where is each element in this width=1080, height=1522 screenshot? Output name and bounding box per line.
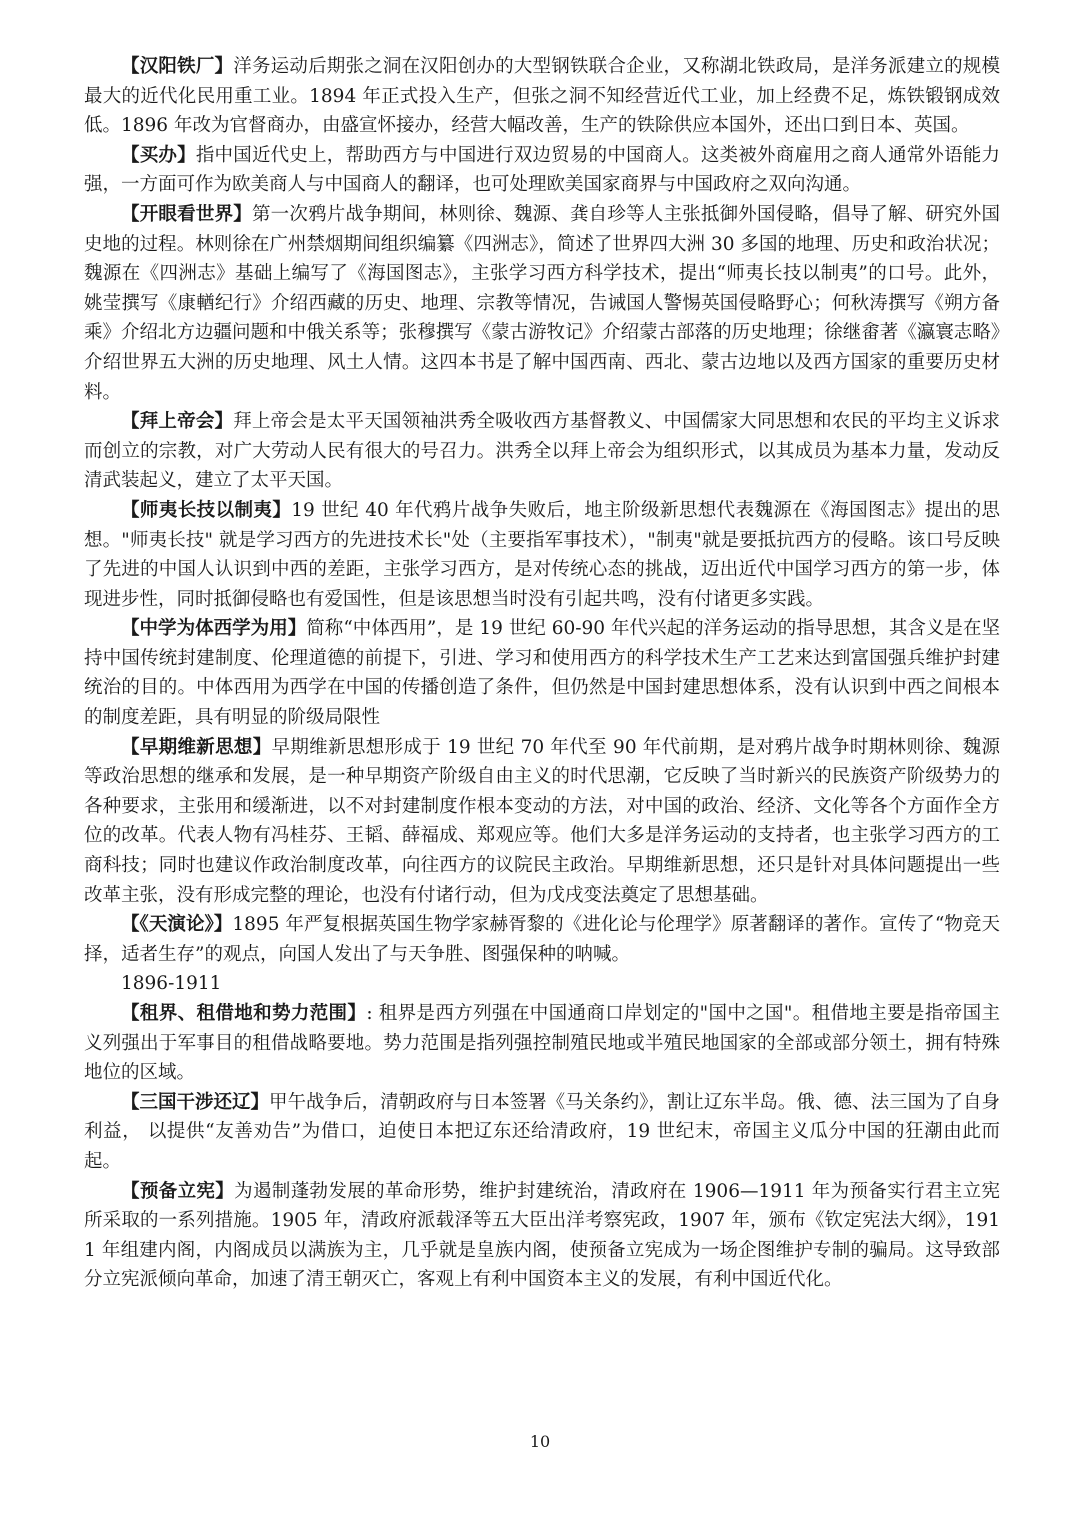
entry-text: 洋务运动后期张之洞在汉阳创办的大型钢铁联合企业，又称湖北铁政局，是洋务派建立的规模最大的近代化民用重工业。1894 年正式投入生产，但张之洞不知经营近代工业，加上经费不足，炼铁锻钢成效低。1896 年改为官督商办，由盛宣怀接办，经营大幅改善，生产的铁除供应本国外，还出口到日本、英国。 (84, 56, 1000, 137)
entry-term: 【三国干涉还辽】 (121, 1091, 270, 1113)
entry-hanyang-ironworks (84, 52, 1000, 141)
entry-comprador (84, 141, 1000, 200)
entry-text: 甲午战争后，清朝政府与日本签署《马关条约》，割让辽东半岛。俄、德、法三国为了自身利益， 以提供“友善劝告”为借口，迫使日本把辽东还给清政府，19 世纪末，帝国主义瓜分中国的狂潮由此而起。 (84, 1091, 1000, 1172)
entry-term: 【租界、租借地和势力范围】 (121, 1003, 367, 1024)
document-page (84, 52, 1000, 1295)
page-number: 10 (529, 1432, 551, 1451)
entry-term: 【拜上帝会】 (121, 411, 234, 433)
entry-text: 指中国近代史上，帮助西方与中国进行双边贸易的中国商人。这类被外商雇用之商人通常外语能力强，一方面可作为欧美商人与中国商人的翻译，也可处理欧美国家商界与中国政府之双向沟通。 (84, 144, 1000, 196)
entry-text: 1895 年严复根据英国生物学家赫胥黎的《进化论与伦理学》原著翻译的著作。宣传了“物竞天择，适者生存”的观点，向国人发出了与天争胜、图强保种的呐喊。 (84, 914, 1000, 965)
entry-concessions (84, 999, 1000, 1088)
entry-text: : 租界是西方列强在中国通商口岸划定的"国中之国"。租借地主要是指帝国主义列强出于军事目的租借战略要地。势力范围是指列强控制殖民地或半殖民地国家的全部或部分领土，拥有特殊地位的区域。 (84, 1003, 1000, 1084)
entry-text: 早期维新思想形成于 19 世纪 70 年代至 90 年代前期，是对鸦片战争时期林则徐、魏源等政治思想的继承和发展，是一种早期资产阶级自由主义的时代思潮，它反映了当时新兴的民族资产阶级势力的各种要求，主张用和缓渐进，以不对封建制度作根本变动的方法，对中国的政治、经济、文化等各个方面作全方位的改革。代表人物有冯桂芬、王韬、薛福成、郑观应等。他们大多是洋务运动的支持者，也主张学习西方的工商科技；同时也建议作政治制度改革，向往西方的议院民主政治。早期维新思想，还只是针对具体问题提出一些改革主张，没有形成完整的理论，也没有付诸行动，但为戊戌变法奠定了思想基础。 (84, 736, 1000, 906)
section-heading: 1896-1911 (121, 973, 222, 995)
entry-text: 为遏制蓬勃发展的革命形势，维护封建统治，清政府在 1906—1911 年为预备实行君主立宪所采取的一系列措施。1905 年，清政府派载泽等五大臣出洋考察宪政，1907 年，颁布《钦定宪法大纲》，1911 年组建内阁，内阁成员以满族为主，几乎就是皇族内阁，使预备立宪成为一场企图维护专制的骗局。这导致部分立宪派倾向革命，加速了清王朝灭亡，客观上有利中国资本主义的发展，有利中国近代化。 (84, 1180, 1000, 1291)
entry-tianyanlun (84, 910, 1000, 969)
entry-term: 【买办】 (121, 144, 196, 166)
entry-term: 【开眼看世界】 (121, 203, 252, 225)
entry-term: 【早期维新思想】 (121, 736, 272, 758)
entry-early-reform-thought (84, 733, 1000, 911)
entry-open-eyes-to-world (84, 200, 1000, 407)
entry-text: 简称“中体西用”，是 19 世纪 60-90 年代兴起的洋务运动的指导思想，其含义是在坚持中国传统封建制度、伦理道德的前提下，引进、学习和使用西方的科学技术生产工艺来达到富国强兵维护封建统治的目的。中体西用为西学在中国的传播创造了条件，但仍然是中国封建思想体系，没有认识到中西之间根本的制度差距，具有明显的阶级局限性 (84, 618, 1000, 729)
entry-constitutional-preparation (84, 1177, 1000, 1295)
entry-term: 【《天演论》】 (121, 914, 233, 936)
entry-text: 拜上帝会是太平天国领袖洪秀全吸收西方基督教义、中国儒家大同思想和农民的平均主义诉求而创立的宗教，对广大劳动人民有很大的号召力。洪秀全以拜上帝会为组织形式，以其成员为基本力量，发动反清武装起义，建立了太平天国。 (84, 411, 1000, 492)
entry-term: 【汉阳铁厂】 (121, 56, 234, 77)
entry-learn-from-west (84, 496, 1000, 614)
entry-text: 第一次鸦片战争期间，林则徐、魏源、龚自珍等人主张抵御外国侵略，倡导了解、研究外国史地的过程。林则徐在广州禁烟期间组织编纂《四洲志》，简述了世界四大洲 30 多国的地理、历史和政治状况；魏源在《四洲志》基础上编写了《海国图志》，主张学习西方科学技术，提出“师夷长技以制夷”的口号。此外，姚莹撰写《康輶纪行》介绍西藏的历史、地理、宗教等情况，告诫国人警惕英国侵略野心；何秋涛撰写《朔方备乘》介绍北方边疆问题和中俄关系等；张穆撰写《蒙古游牧记》介绍蒙古部落的历史地理；徐继畬著《瀛寰志略》介绍世界五大洲的历史地理、风土人情。这四本书是了解中国西南、西北、蒙古边地以及西方国家的重要历史材料。 (84, 203, 1000, 403)
entry-chinese-learning-essence (84, 614, 1000, 732)
entry-text: 19 世纪 40 年代鸦片战争失败后，地主阶级新思想代表魏源在《海国图志》提出的思想。"师夷长技" 就是学习西方的先进技术长"处（主要指军事技术），"制夷"就是要抵抗西方的侵略。该口号反映了先进的中国人认识到中西的差距，主张学习西方，是对传统心态的挑战，迈出近代中国学习西方的第一步，体现进步性，同时抵御侵略也有爱国性，但是该思想当时没有引起共鸣，没有付诸更多实践。 (84, 499, 1000, 610)
entry-term: 【预备立宪】 (121, 1180, 235, 1202)
entry-god-worshipping-society (84, 407, 1000, 496)
entry-term: 【中学为体西学为用】 (121, 618, 307, 640)
entry-triple-intervention (84, 1088, 1000, 1177)
entry-term: 【师夷长技以制夷】 (121, 499, 292, 521)
